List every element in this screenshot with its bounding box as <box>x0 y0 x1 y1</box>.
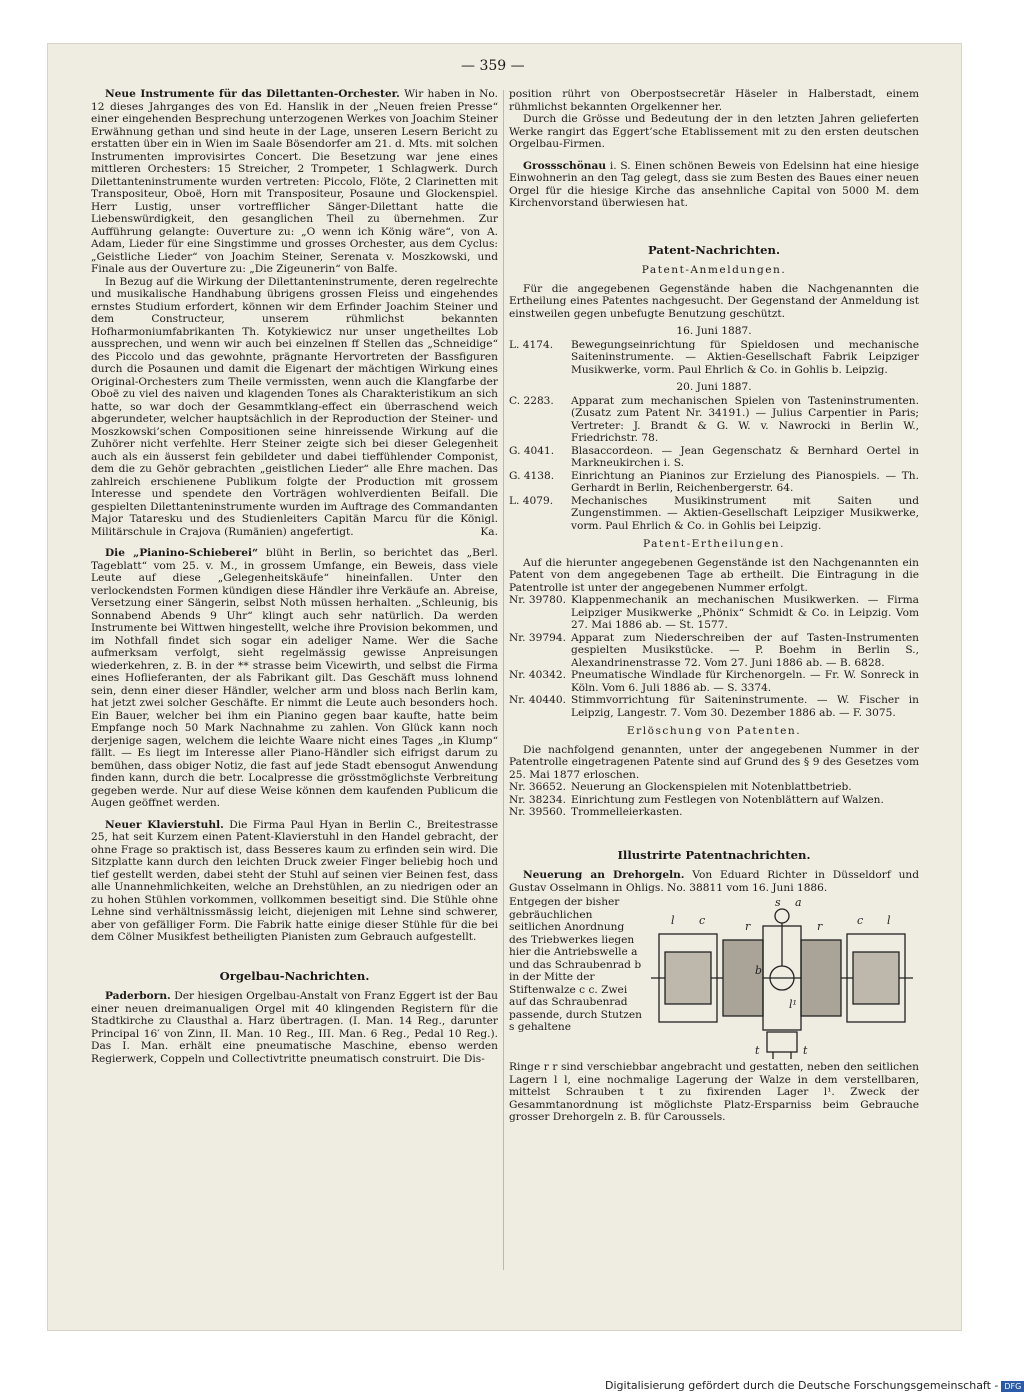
article-dilettanten-body: Wir haben in No. 12 dieses Jahrganges des von Ed. Hanslik in der „Neuen freien Presse“ einer eingehenden Besprechung unterzogenen Werkes von Joachim Steiner Erwähnung gethan und sind heute in der Lage, unseren Lesern Bericht zu erstatten über ein in Wien im Saale Bösendorfer am 21. d. Mts. mit solchen Instrumenten improvisirtes Concert. Die Besetzung war jene eines mittleren Orchesters: 15 Streicher, 2 Trompeter, 1 Schlagwerk. Durch Dilettanteninstrumente wurden vertreten: Piccolo, Flöte, 2 Clarinetten mit Transpositeur, Oboë, Horn mit Transpositeur, Posaune und Glockenspiel. Herr Lustig, unser vortrefflicher Sänger-Dilettant hatte die Liebenswürdigkeit, den gesanglichen Theil zu übernehmen. Zur Aufführung gelangte: Ouverture zu: „O wenn ich König wäre“, von A. Adam, Lieder für eine Singstimme und grosses Orchester, aus dem Cyclus: „Geistliche Lieder“ von Joachim Steiner, Serenata v. Moszkowski, und Finale aus der Ouverture zu: „Die Zigeunerin“ von Balfe. <box>91 88 498 275</box>
column-divider <box>503 90 504 1270</box>
article-dilettanten <box>91 88 498 276</box>
article-klavierstuhl-body: Die Firma Paul Hyan in Berlin C., Breitestrasse 25, hat seit Kurzem einen Patent-Klavierstuhl in den Handel gebracht, der ohne Frage so praktisch ist, dass Besseres kaum zu erfinden sein wird. Die Sitzplatte kann durch den leichten Druck zweier Finger beliebig hoch und tief gestellt werden, dabei steht der Stuhl auf seinen vier Beinen fest, dass alle Unannehmlichkeiten, welche an Drehstühlen, an zu niedrigen oder an zu hohen Stühlen vorkommen, vollkommen beseitigt sind. Die Stühle ohne Lehne sind verhältnissmässig leicht, diejenigen mit Lehne sind schwerer, aber von gefälliger Form. Die Fabrik hatte einige dieser Stühle für die bei dem Cölner Musikfest betheiligten Pianisten zum Gebrauch aufgestellt. <box>91 818 498 943</box>
article-pianino-heading: Die „Pianino-Schieberei“ <box>105 547 259 559</box>
left-column <box>91 88 498 1065</box>
patent-entry: Nr. 39780. Klappenmechanik an mechanischen Musikwerken. — Firma Leipziger Musikwerke „Phönix“ Schmidt & Co. in Leipzig. Vom 27. Mai 1886 ab. — St. 1577. <box>509 594 919 631</box>
entries-ertheilungen <box>509 594 919 719</box>
article-drehorgeln-heading: Neuerung an Drehorgeln. <box>523 869 685 881</box>
dfg-logo: DFG <box>1001 1381 1024 1392</box>
section-patent: Patent-Nachrichten. <box>647 242 781 257</box>
article-pianino-body: blüht in Berlin, so berichtet das „Berl. Tageblatt“ vom 25. v. M., in grossem Umfange, ein Beweis, dass viele Leute auf diese „Gelegenheitskäufe“ hineinfallen. Unter den verlockendsten Formen kündigen diese Händler ihre Verkäufe an. Abreise, Versetzung einer Sängerin, selbst Noth müssen herhalten. „Schleunig, bis Sonnabend Abends 9 Uhr“ klingt auch sehr natürlich. Da werden Instrumente bei Wittwen hingestellt, welche ihre Provision bekommen, und im Nothfall findet sich sogar ein adeliger Name. Wer die Sache aufmerksam verfolgt, sieht regelmässig gewisse Anpreisungen wiederkehren, z. B. in der ** strasse beim Vicewirth, und selbst die Firma eines Hoflieferanten, der als Fabrikant gilt. Das Geschäft muss lohnend sein, denn einer dieser Händler, welcher arm und bloss nach Berlin kam, hat jetzt zwei solcher Geschäfte. Er nimmt die Leute auch besonders hoch. Ein Bauer, welcher bei ihm ein Pianino gegen baar kaufte, hatte beim Empfange noch 50 Mark Nachnahme zu zahlen. Von Glück kann noch derjenige sagen, welchem die leichte Waare nicht eines Tages „in Klump“ fällt. — Es liegt im Interesse aller Piano-Händler sich eifrigst darum zu bemühen, dass obiger Notiz, die fast auf jede Stadt ebensogut Anwendung finden kann, durch die betr. Localpresse die grösstmöglichste Verbreitung gegeben werde. Nur auf diese Weise können dem kaufenden Publicum die Augen geöffnet werden. <box>91 547 498 809</box>
patent-entry: G. 4041. Blasaccordeon. — Jean Gegenschatz & Bernhard Oertel in Markneukirchen i. S. <box>509 444 919 469</box>
article-drehorgeln-cont: Ringe r r sind verschiebbar angebracht und gestatten, neben den seitlichen Lagern l l, eine nochmalige Lagerung der Walze in dem verstellbaren, mittelst Schrauben t t zu fixirenden Lager l¹. Zweck der Gesammtanordnung ist möglichste Platz-Ersparniss beim Gebrauche grosser Drehorgeln z. B. für Caroussels. <box>509 1061 919 1123</box>
figure-label: t <box>755 1044 760 1057</box>
figure-label: t <box>803 1044 808 1057</box>
figure-ring-left <box>723 940 763 1016</box>
digitization-footer <box>605 1379 1024 1392</box>
article-pianino <box>91 547 498 810</box>
figure-label: l¹ <box>789 998 797 1011</box>
right-column <box>509 88 919 1124</box>
figure-label: b <box>755 964 763 977</box>
article-paderborn <box>91 990 498 1065</box>
article-dilettanten-heading: Neue Instrumente für das Dilettanten-Orchester. <box>105 88 400 100</box>
patent-entry: Nr. 36652. Neuerung an Glockenspielen mit Notenblattbetrieb. <box>509 781 852 793</box>
figure-label: r <box>817 920 823 933</box>
erloeschung-intro: Die nachfolgend genannten, unter der angegebenen Nummer in der Patentrolle eingetragenen Patente sind auf Grund des § 9 des Gesetzes vom 25. Mai 1877 erloschen. <box>509 743 919 781</box>
article-paderborn-heading: Paderborn. <box>105 990 171 1002</box>
patent-entry: L. 4174. Bewegungseinrichtung für Spieldosen und mechanische Saiteninstrumente. — Aktien-Gesellschaft Fabrik Leipziger Musikwerke, vorm. Paul Ehrlich & Co. in Gohlis b. Leipzig. <box>509 338 919 376</box>
subsection-erloeschung: Erlöschung von Patenten. <box>626 725 802 737</box>
section-illustrirte: Illustrirte Patentnachrichten. <box>617 847 811 862</box>
article-grossschoenau: Grossschönau i. S. Einen schönen Beweis von Edelsinn hat eine hiesige Einwohnerin an den Tag gelegt, dass sie zum Besten des Baues einer neuen Orgel für die hiesige Kirche das ansehnliche Capital von 5000 M. dem Kirchenvorstand überwiesen hat. <box>509 159 919 209</box>
figure-label: c <box>699 914 706 927</box>
figure-label: l <box>671 914 675 927</box>
date-20-juni: 20. Juni 1887. <box>676 381 752 393</box>
figure-label: c <box>857 914 864 927</box>
figure-drive-wheel <box>775 909 789 923</box>
patent-entry: G. 4138. Einrichtung an Pianinos zur Erzielung des Pianospiels. — Th. Gerhardt in Berlin, Reichenbergerstr. 64. <box>509 469 919 494</box>
article-dilettanten-2: In Bezug auf die Wirkung der Dilettanteninstrumente, deren regelrechte und musikalische Handhabung übrigens grossen Fleiss und eingehendes ernstes Studium erfordert, können wir dem Erfinder Joachim Steiner und dem Constructeur, unserem rühmlichst bekannten Hofharmoniumfabrikanten Th. Kotykiewicz nur unser ungetheiltes Lob aussprechen, und wenn wir auch bei einzelnen ff Stellen das „Schneidige“ des Piccolo und das gewohnte, prägnante Hervortreten der Bassfiguren durch die Posaunen und damit die Eigenart der mächtigen Wirkung eines Original-Orchesters zum Theile vermissten, wenn auch die Klangfarbe der Oboë zu viel des naiven und klagenden Tones als Charakteristikum an sich hatte, so war doch der Gesammtklang-effect ein überraschend weich abgerundeter, welcher hauptsächlich in der Reproduction der Steiner- und Moszkowski’schen Compositionen seine hinreissende Wirkung auf die Zuhörer nicht verfehlte. Herr Steiner zeigte sich bei dieser Gelegenheit auch als ein äusserst fein gebildeter und dabei tieffühlender Componist, dem die zu Gehör gebrachten „geistlichen Lieder“ alle Ehre machen. Das zahlreich erschienene Publikum folgte der Production mit grossem Interesse und spendete den Vorträgen wohlverdienten Beifall. Die gespielten Dilettanteninstrumente wurden im Auftrage des Commandanten Major Tataresku und des Studienleiters Capitän Marcu für die Königl. Militärschule in Crajova (Rumänien) angefertigt. Ka. <box>91 275 498 538</box>
anmeldungen-intro: Für die angegebenen Gegenstände haben die Nachgenannten die Ertheilung eines Patentes nachgesucht. Der Gegenstand der Anmeldung ist einstweilen gegen unbefugte Benutzung geschützt. <box>509 282 919 320</box>
figure-caption-text: Entgegen der bisher gebräuchlichen seitlichen Anordnung des Triebwerkes liegen hier die Antriebswelle a und das Schraubenrad b in der Mitte der Stiftenwalze c c. Zwei auf das Schraubenrad passende, durch Stutzen s gehaltene <box>509 896 642 1033</box>
article-eggert: Durch die Grösse und Bedeutung der in den letzten Jahren gelieferten Werke rangirt das Eggert’sche Etablissement mit zu den ersten deutschen Orgelbau-Firmen. <box>509 113 919 150</box>
entries-16-juni <box>509 339 919 377</box>
patent-entry: L. 4079. Mechanisches Musikinstrument mit Saiten und Zungenstimmen. — Aktien-Gesellschaft Leipziger Musikwerke, vorm. Paul Ehrlich & Co. in Gohlis bei Leipzig. <box>509 494 919 532</box>
figure-label: a <box>795 896 802 909</box>
figure-label: l <box>887 914 891 927</box>
figure-roller-left <box>665 952 711 1004</box>
patent-entry: Nr. 38234. Einrichtung zum Festlegen von Notenblättern auf Walzen. <box>509 793 884 806</box>
entries-20-juni <box>509 395 919 533</box>
subsection-anmeldungen: Patent-Anmeldungen. <box>641 264 787 276</box>
article-paderborn-cont: position rührt von Oberpostsecretär Häseler in Halberstadt, einem rühmlichst bekannten Orgelkenner her. <box>509 88 919 113</box>
drehorgel-figure <box>651 896 913 1061</box>
article-paderborn-body: Der hiesigen Orgelbau-Anstalt von Franz Eggert ist der Bau einer neuen dreimanualigen Orgel mit 40 klingenden Registern für die Stadtkirche zu Clausthal a. Harz übertragen. (I. Man. 14 Reg., darunter Principal 16′ von Zinn, II. Man. 10 Reg., III. Man. 6 Reg., Pedal 10 Reg.). Das I. Man. erhält eine pneumatische Maschine, ebenso werden Regierwerk, Coppeln und Collectivtritte pneumatisch construirt. Die Dis- <box>91 990 499 1065</box>
page-number: — 359 — <box>461 58 525 74</box>
article-grossschoenau-heading: Grossschönau <box>523 159 607 172</box>
section-orgelbau: Orgelbau-Nachrichten. <box>219 968 370 983</box>
figure-label: r <box>745 920 751 933</box>
article-drehorgeln: Neuerung an Drehorgeln. Von Eduard Richter in Düsseldorf und Gustav Osselmann in Ohligs. No. 38811 vom 16. Juni 1886. <box>509 869 920 894</box>
patent-entry: C. 2283. Apparat zum mechanischen Spielen von Tasteninstrumenten. (Zusatz zum Patent Nr. 34191.) — Julius Carpentier in Paris; Vertreter: J. Brandt & G. W. v. Nawrocki in Berlin W., Friedrichstr. 78. <box>509 394 919 444</box>
signature: Ka. <box>480 525 498 538</box>
patent-entry: Nr. 39794. Apparat zum Niederschreiben der auf Tasten-Instrumenten gespielten Musikstücke. — P. Boehm in Berlin S., Alexandrinenstrasse 72. Vom 27. Juni 1886 ab. — B. 6828. <box>509 631 919 669</box>
entries-erloeschung <box>509 781 919 819</box>
figure-ring-right <box>801 940 841 1016</box>
subsection-ertheilungen: Patent-Ertheilungen. <box>643 538 785 550</box>
figure-roller-right <box>853 952 899 1004</box>
footer-text: Digitalisierung gefördert durch die Deutsche Forschungsgemeinschaft - <box>605 1379 999 1392</box>
figure-label: s <box>775 896 781 909</box>
patent-entry: Nr. 40342. Pneumatische Windlade für Kirchenorgeln. — Fr. W. Sonreck in Köln. Vom 6. Juli 1886 ab. — S. 3374. <box>509 669 919 694</box>
article-klavierstuhl-heading: Neuer Klavierstuhl. <box>105 818 224 831</box>
article-klavierstuhl <box>91 819 498 944</box>
patent-entry: Nr. 40440. Stimmvorrichtung für Saiteninstrumente. — W. Fischer in Leipzig, Langestr. 7. Vom 30. Dezember 1886 ab. — F. 3075. <box>509 694 919 719</box>
ertheilungen-intro: Auf die hierunter angegebenen Gegenstände ist den Nachgenannten ein Patent von dem angegebenen Tage ab ertheilt. Die Eintragung in die Patentrolle ist unter der angegebenen Nummer erfolgt. <box>509 556 919 594</box>
figure-adjustable-bearing <box>767 1032 797 1052</box>
figure-block <box>509 896 919 1061</box>
patent-entry: Nr. 39560. Trommelleierkasten. <box>509 806 683 818</box>
date-16-juni: 16. Juni 1887. <box>676 325 752 337</box>
